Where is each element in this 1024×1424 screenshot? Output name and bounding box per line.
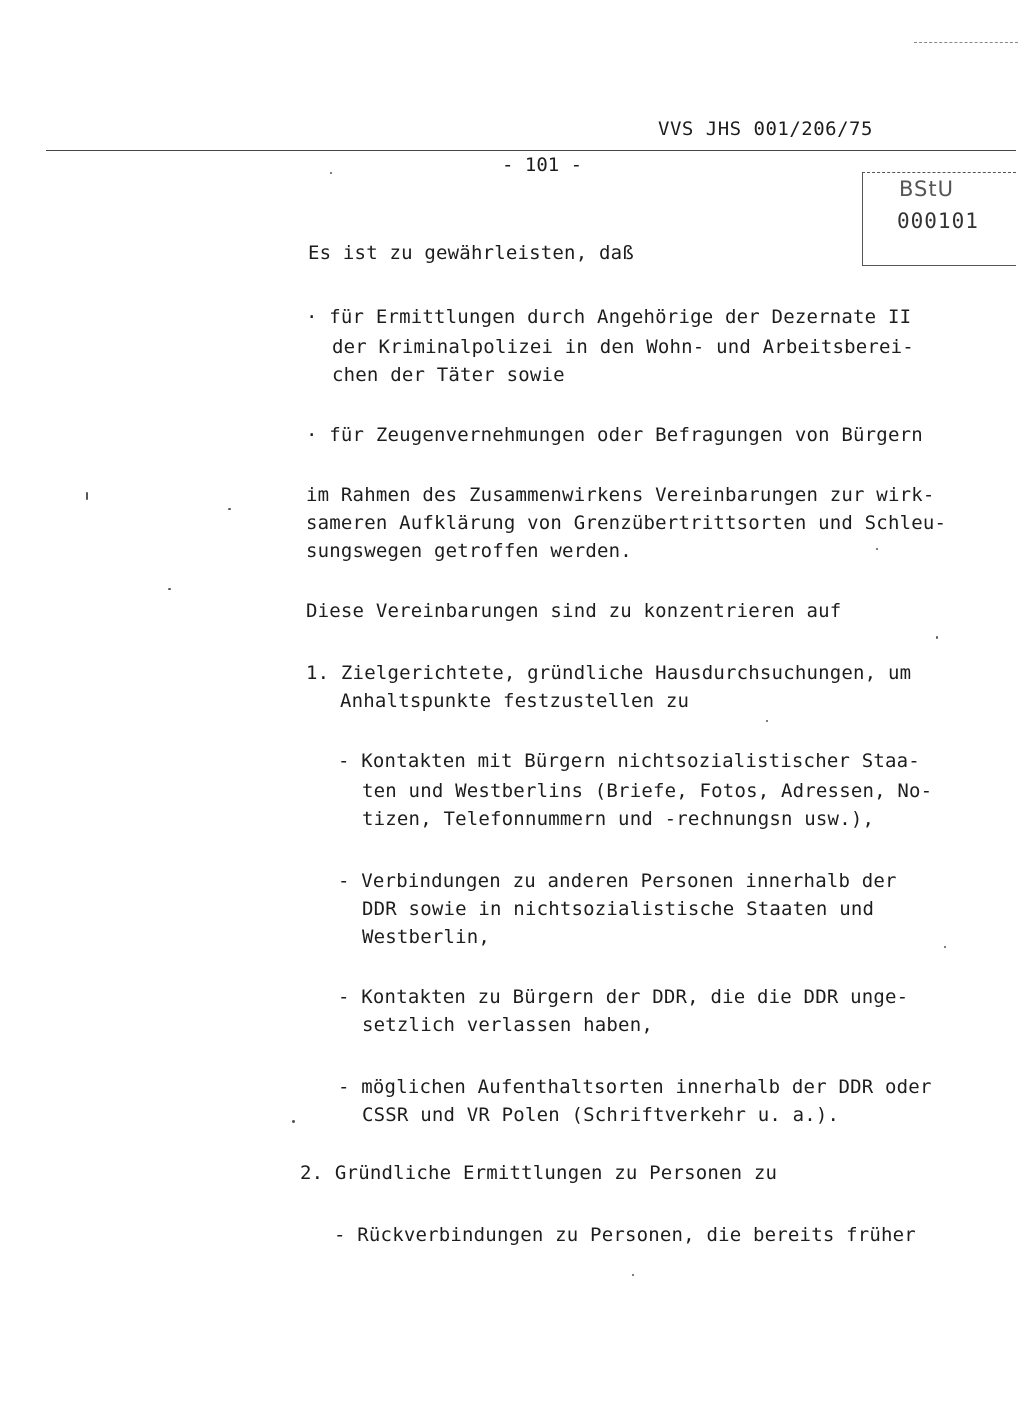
text-line: · für Ermittlungen durch Angehörige der Dezernate II: [306, 306, 912, 328]
scan-speck: [632, 1274, 634, 1276]
text-line: setzlich verlassen haben,: [362, 1014, 653, 1036]
text-line: ten und Westberlins (Briefe, Fotos, Adressen, No-: [362, 780, 933, 802]
text-line: sameren Aufklärung von Grenzübertrittsorten und Schleu-: [306, 512, 947, 534]
scan-speck: [944, 946, 946, 948]
text-line: - möglichen Aufenthaltsorten innerhalb der DDR oder: [338, 1076, 932, 1098]
header-rule: [46, 150, 1016, 151]
scan-speck: [876, 548, 878, 550]
text-line: sungswegen getroffen werden.: [306, 540, 632, 562]
archive-stamp: [862, 172, 1016, 266]
document-reference: VVS JHS 001/206/75: [658, 118, 873, 140]
text-line: tizen, Telefonnummern und -rechnungsn usw.),: [362, 808, 875, 830]
text-line: Diese Vereinbarungen sind zu konzentrieren auf: [306, 600, 842, 622]
stamp-org: BStU: [899, 177, 954, 201]
scan-speck: [292, 1120, 295, 1123]
text-line: - Verbindungen zu anderen Personen innerhalb der: [338, 870, 897, 892]
stamp-number: 000101: [897, 209, 979, 233]
text-line: Anhaltspunkte festzustellen zu: [340, 690, 690, 712]
scan-speck: [168, 588, 171, 590]
scan-speck: [936, 636, 938, 639]
scan-speck: [330, 172, 332, 174]
top-edge-mark: [914, 42, 1018, 43]
text-line: CSSR und VR Polen (Schriftverkehr u. a.).: [362, 1104, 840, 1126]
text-line: 1. Zielgerichtete, gründliche Hausdurchsuchungen, um: [306, 662, 912, 684]
text-line: chen der Täter sowie: [332, 364, 565, 386]
text-line: Westberlin,: [362, 926, 491, 948]
text-line: Es ist zu gewährleisten, daß: [308, 242, 634, 264]
text-line: - Rückverbindungen zu Personen, die bereits früher: [334, 1224, 916, 1246]
text-line: DDR sowie in nichtsozialistische Staaten und: [362, 898, 875, 920]
text-line: · für Zeugenvernehmungen oder Befragungen von Bürgern: [306, 424, 923, 446]
text-line: im Rahmen des Zusammenwirkens Vereinbarungen zur wirk-: [306, 484, 935, 506]
scan-speck: [228, 508, 231, 510]
scan-speck: [766, 720, 768, 722]
text-line: 2. Gründliche Ermittlungen zu Personen zu: [300, 1162, 778, 1184]
text-line: der Kriminalpolizei in den Wohn- und Arbeitsberei-: [332, 336, 914, 358]
text-line: - Kontakten mit Bürgern nichtsozialistischer Staa-: [338, 750, 920, 772]
page-number: - 101 -: [502, 154, 583, 176]
text-line: - Kontakten zu Bürgern der DDR, die die DDR unge-: [338, 986, 909, 1008]
scan-speck: [86, 492, 88, 500]
